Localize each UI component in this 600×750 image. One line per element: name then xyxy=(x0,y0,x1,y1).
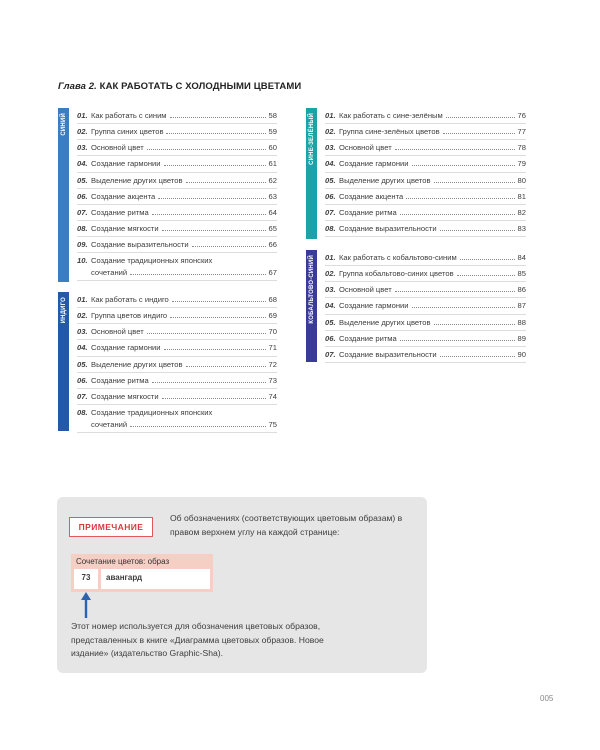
toc-entry-number: 01. xyxy=(77,295,88,304)
section-tab-label: ИНДИГО xyxy=(60,297,67,324)
toc-entry-title: Создание акцента xyxy=(91,191,156,201)
toc-entry xyxy=(77,308,277,324)
toc-entry-body xyxy=(339,298,526,313)
section-tab-blue xyxy=(58,108,69,282)
toc-entry-page: 79 xyxy=(517,159,526,169)
toc-entry-body xyxy=(91,340,277,355)
toc-entry-line xyxy=(339,250,526,265)
toc-entry-body xyxy=(339,108,526,123)
toc-entry-page: 81 xyxy=(517,191,526,201)
toc-entry-body xyxy=(339,189,526,204)
sample-row xyxy=(71,569,213,592)
toc-entry xyxy=(325,221,526,237)
dot-leader xyxy=(152,381,266,383)
toc-entry xyxy=(325,140,526,156)
chapter-heading xyxy=(58,81,301,92)
toc-entry-title: Выделение других цветов xyxy=(339,175,431,185)
dot-leader xyxy=(400,213,515,215)
toc-entry-title: Создание гармонии xyxy=(91,159,161,169)
toc-entry xyxy=(77,389,277,405)
toc-entry-body xyxy=(91,292,277,307)
toc-entry-page: 67 xyxy=(268,268,277,278)
toc-entry-line xyxy=(339,266,526,281)
toc-entry-body xyxy=(339,140,526,155)
toc-entry-title: Создание гармонии xyxy=(91,343,161,353)
toc-entry-title: Основной цвет xyxy=(91,327,144,337)
toc-entry-page: 71 xyxy=(268,343,277,353)
dot-leader xyxy=(440,355,515,357)
toc-entry xyxy=(77,405,277,433)
toc-entry-title: Как работать с синим xyxy=(91,111,167,120)
toc-entry-line xyxy=(339,315,526,330)
toc-entry-body xyxy=(91,308,277,323)
toc-entry xyxy=(77,373,277,389)
toc-entry-page: 64 xyxy=(268,207,277,217)
toc-entry-page: 78 xyxy=(517,143,526,153)
dot-leader xyxy=(186,365,266,367)
section-tab-indigo xyxy=(58,292,69,431)
toc-entry-page: 59 xyxy=(268,127,277,137)
toc-entry-number: 07. xyxy=(77,207,88,217)
note-text: Об обозначениях (соответствующих цветовым образам) в правом верхнем углу на каждой странице: xyxy=(170,513,403,537)
toc-entry-title: Основной цвет xyxy=(91,143,144,153)
toc-entry-line xyxy=(91,308,277,323)
toc-entry-page: 82 xyxy=(517,207,526,217)
toc-entry-number: 03. xyxy=(77,327,88,337)
toc-entry xyxy=(77,140,277,156)
toc-entry-number: 05. xyxy=(77,175,88,185)
toc-entry-number: 03. xyxy=(325,285,336,295)
toc-entry-line xyxy=(339,156,526,171)
toc-entry xyxy=(77,221,277,237)
dot-leader xyxy=(412,164,515,166)
toc-entry-number: 02. xyxy=(77,127,88,137)
toc-entry-body xyxy=(91,189,277,204)
toc-entry-number: 01. xyxy=(77,111,88,120)
toc-entry-number: 06. xyxy=(77,375,88,385)
dot-leader xyxy=(457,274,515,276)
toc-entry-number: 08. xyxy=(77,223,88,233)
toc-entry-line xyxy=(91,124,277,139)
toc-entry xyxy=(325,173,526,189)
dot-leader xyxy=(130,273,265,275)
toc-entry xyxy=(325,156,526,172)
toc-entry-title: Группа цветов индиго xyxy=(91,311,168,321)
toc-entry-page: 72 xyxy=(268,359,277,369)
toc-entry-body xyxy=(91,140,277,155)
dot-leader xyxy=(158,197,265,199)
toc-entry xyxy=(325,331,526,347)
toc-entry-title: Создание ритма xyxy=(91,375,149,385)
toc-entry-line xyxy=(91,292,277,307)
toc-entry-number: 04. xyxy=(325,159,336,169)
toc-entry xyxy=(325,266,526,282)
toc-entry xyxy=(325,347,526,363)
toc-entry-number: 10. xyxy=(77,256,88,266)
dot-leader xyxy=(395,148,515,150)
toc-entry-line xyxy=(91,173,277,188)
chapter-number: Глава 2. xyxy=(58,81,97,92)
toc-entry-page: 60 xyxy=(268,143,277,153)
toc-entry xyxy=(77,292,277,308)
toc-entry-line xyxy=(339,140,526,155)
toc-entry-number: 07. xyxy=(77,391,88,401)
toc-entry-line xyxy=(91,419,277,431)
toc-entry-number: 02. xyxy=(77,311,88,321)
toc-entry-title: Создание акцента xyxy=(339,191,404,201)
toc-entry-number: 08. xyxy=(325,223,336,233)
toc-entry xyxy=(77,189,277,205)
note-box xyxy=(57,497,427,673)
toc-entry xyxy=(77,173,277,189)
toc-entry-number: 09. xyxy=(77,240,88,250)
dot-leader xyxy=(152,213,266,215)
toc-entry xyxy=(77,324,277,340)
dot-leader xyxy=(412,306,515,308)
toc-entry-title: Группа кобальтово-синих цветов xyxy=(339,269,454,279)
toc-entry-number: 08. xyxy=(77,407,88,417)
toc-entry-page: 62 xyxy=(268,175,277,185)
dot-leader xyxy=(162,397,266,399)
toc-entry-page: 74 xyxy=(268,391,277,401)
toc-entry-line xyxy=(339,282,526,297)
toc-entry xyxy=(77,124,277,140)
toc-entry-body xyxy=(339,347,526,362)
toc-entry-body xyxy=(91,237,277,252)
toc-entry-line xyxy=(91,324,277,339)
toc-entry-body xyxy=(339,124,526,139)
toc-entry-page: 80 xyxy=(517,175,526,185)
toc-entry-line xyxy=(91,156,277,171)
toc-entry-number: 06. xyxy=(325,333,336,343)
toc-entry-line xyxy=(91,221,277,236)
color-image-sample xyxy=(71,554,213,592)
toc-entry-line xyxy=(91,108,277,123)
toc-entry xyxy=(325,250,526,266)
toc-entry-body xyxy=(339,315,526,330)
toc-entry-title: Создание выразительности xyxy=(339,349,437,359)
toc-entry-line xyxy=(91,140,277,155)
section-tab-cobalt xyxy=(306,250,317,362)
toc-entry-number: 02. xyxy=(325,127,336,137)
toc-entry-page: 63 xyxy=(268,191,277,201)
toc-entry xyxy=(325,282,526,298)
toc-entry-number: 04. xyxy=(325,301,336,311)
toc-entry-line xyxy=(339,124,526,139)
toc-entry-title: Создание мягкости xyxy=(91,223,159,233)
toc-entry-body xyxy=(91,389,277,404)
toc-entry-body xyxy=(91,324,277,339)
toc-entry-line xyxy=(91,373,277,388)
toc-list-cobalt xyxy=(325,250,526,363)
toc-entry-title: Группа сине-зелёных цветов xyxy=(339,127,440,137)
dot-leader xyxy=(170,116,266,118)
toc-entry-title: Создание гармонии xyxy=(339,159,409,169)
toc-entry-page: 90 xyxy=(517,349,526,359)
dot-leader xyxy=(400,339,515,341)
toc-entry-title: Создание ритма xyxy=(339,333,397,343)
dot-leader xyxy=(164,164,266,166)
toc-entry-line xyxy=(339,108,526,123)
toc-entry-body xyxy=(91,108,277,123)
toc-entry xyxy=(77,253,277,281)
page-number: 005 xyxy=(540,694,554,703)
toc-entry-line xyxy=(339,205,526,220)
toc-entry-title: Выделение других цветов xyxy=(91,359,183,369)
toc-entry-body xyxy=(91,253,277,280)
dot-leader xyxy=(434,181,515,183)
toc-entry-title: Создание мягкости xyxy=(91,391,159,401)
toc-entry-title: Основной цвет xyxy=(339,143,392,153)
toc-list-teal xyxy=(325,108,526,237)
toc-entry-body xyxy=(91,357,277,372)
dot-leader xyxy=(166,132,265,134)
dot-leader xyxy=(147,332,266,334)
sample-name: авангард xyxy=(101,569,210,589)
dot-leader xyxy=(434,323,515,325)
toc-entry-line xyxy=(339,331,526,346)
dot-leader xyxy=(172,300,266,302)
toc-entry-number: 07. xyxy=(325,207,336,217)
toc-entry-body xyxy=(339,205,526,220)
toc-entry-title: Основной цвет xyxy=(339,285,392,295)
toc-entry-body xyxy=(339,266,526,281)
toc-entry-title: Создание ритма xyxy=(339,207,397,217)
toc-entry xyxy=(77,205,277,221)
dot-leader xyxy=(170,316,265,318)
toc-list-indigo xyxy=(77,292,277,433)
toc-entry-number: 04. xyxy=(77,343,88,353)
toc-entry-line xyxy=(91,205,277,220)
toc-entry xyxy=(325,189,526,205)
dot-leader xyxy=(164,348,266,350)
toc-entry-number: 05. xyxy=(325,175,336,185)
sample-header: Сочетание цветов: образ xyxy=(71,554,213,569)
toc-entry-body xyxy=(339,250,526,265)
section-tab-label: КОБАЛЬТОВО-СИНИЙ xyxy=(308,255,315,324)
note-footer: Этот номер используется для обозначения цветовых образов, представленных в книге «Диаграмма цветовых образов. Новое издание» (издательство Graphic-Sha). xyxy=(71,621,324,658)
toc-entry-page: 61 xyxy=(268,159,277,169)
toc-entry xyxy=(325,315,526,331)
toc-entry-body xyxy=(91,124,277,139)
toc-entry-page: 84 xyxy=(517,253,526,262)
dot-leader xyxy=(192,245,266,247)
toc-entry-page: 86 xyxy=(517,285,526,295)
dot-leader xyxy=(395,290,515,292)
toc-entry-page: 83 xyxy=(517,223,526,233)
dot-leader xyxy=(147,148,266,150)
dot-leader xyxy=(440,229,515,231)
toc-entry-title: Создание традиционных японских xyxy=(91,407,213,417)
toc-entry-title: Как работать с кобальтово-синим xyxy=(339,253,457,262)
toc-entry-body xyxy=(339,156,526,171)
toc-entry-title: Группа синих цветов xyxy=(91,127,164,137)
toc-entry-line xyxy=(339,298,526,313)
toc-entry-page: 76 xyxy=(517,111,526,120)
section-tab-teal xyxy=(306,108,317,239)
toc-entry xyxy=(77,340,277,356)
dot-leader xyxy=(186,181,266,183)
section-tab-label: СИНИЙ xyxy=(60,113,67,136)
toc-entry xyxy=(77,357,277,373)
toc-entry-page: 69 xyxy=(268,311,277,321)
toc-entry-title: Выделение других цветов xyxy=(339,317,431,327)
toc-entry-page: 68 xyxy=(268,295,277,304)
toc-entry-body xyxy=(91,221,277,236)
toc-entry-line xyxy=(91,267,277,279)
dot-leader xyxy=(406,197,514,199)
toc-entry-page: 87 xyxy=(517,301,526,311)
toc-entry-page: 88 xyxy=(517,317,526,327)
toc-entry-page: 58 xyxy=(268,111,277,120)
toc-entry-number: 06. xyxy=(77,191,88,201)
toc-entry-body xyxy=(339,331,526,346)
toc-entry-line xyxy=(339,347,526,362)
toc-entry xyxy=(325,298,526,314)
toc-entry-title: Создание выразительности xyxy=(339,223,437,233)
toc-entry-title: Создание гармонии xyxy=(339,301,409,311)
toc-entry-title: Как работать с сине-зелёным xyxy=(339,111,443,120)
toc-entry-title: Создание ритма xyxy=(91,207,149,217)
toc-entry xyxy=(325,205,526,221)
toc-list-blue xyxy=(77,108,277,281)
toc-entry-number: 05. xyxy=(325,317,336,327)
note-badge: ПРИМЕЧАНИЕ xyxy=(69,517,153,537)
toc-entry xyxy=(77,237,277,253)
toc-entry-body xyxy=(339,221,526,236)
dot-leader xyxy=(162,229,266,231)
toc-entry xyxy=(325,124,526,140)
chapter-title: КАК РАБОТАТЬ С ХОЛОДНЫМИ ЦВЕТАМИ xyxy=(99,81,302,92)
toc-entry-line xyxy=(339,189,526,204)
toc-entry-title: сочетаний xyxy=(91,268,128,278)
toc-entry-body xyxy=(339,173,526,188)
dot-leader xyxy=(446,116,515,118)
toc-entry-number: 01. xyxy=(325,111,336,120)
toc-entry-page: 65 xyxy=(268,223,277,233)
toc-entry-line xyxy=(91,340,277,355)
toc-entry-title: Создание выразительности xyxy=(91,240,189,250)
section-tab-label: СИНЕ-ЗЕЛЁНЫЙ xyxy=(308,113,315,165)
toc-entry-line xyxy=(339,221,526,236)
toc-entry-title: Выделение других цветов xyxy=(91,175,183,185)
arrow-up-icon xyxy=(81,592,91,618)
toc-entry-number: 06. xyxy=(325,191,336,201)
toc-entry-page: 73 xyxy=(268,375,277,385)
toc-entry-page: 70 xyxy=(268,327,277,337)
toc-entry-line xyxy=(91,389,277,404)
toc-entry-number: 02. xyxy=(325,269,336,279)
toc-entry-body xyxy=(91,205,277,220)
toc-entry-body xyxy=(91,173,277,188)
toc-entry-number: 03. xyxy=(325,143,336,153)
toc-entry-page: 66 xyxy=(268,240,277,250)
toc-entry-number: 07. xyxy=(325,349,336,359)
toc-entry-body xyxy=(91,373,277,388)
toc-entry-page: 75 xyxy=(268,419,277,429)
toc-entry-line xyxy=(91,189,277,204)
dot-leader xyxy=(460,258,515,260)
toc-entry-number: 04. xyxy=(77,159,88,169)
toc-entry-number: 01. xyxy=(325,253,336,262)
toc-entry-title: Создание традиционных японских xyxy=(91,256,213,266)
sample-number: 73 xyxy=(74,569,98,589)
toc-entry-line xyxy=(91,237,277,252)
toc-entry-body xyxy=(91,156,277,171)
toc-entry-page: 89 xyxy=(517,333,526,343)
toc-entry xyxy=(325,108,526,124)
toc-entry-line xyxy=(339,173,526,188)
toc-entry-number: 05. xyxy=(77,359,88,369)
dot-leader xyxy=(443,132,515,134)
toc-entry-page: 85 xyxy=(517,269,526,279)
toc-entry xyxy=(77,156,277,172)
toc-entry-title: Как работать с индиго xyxy=(91,295,169,304)
toc-entry-body xyxy=(91,405,277,432)
toc-entry-number: 03. xyxy=(77,143,88,153)
toc-entry-title: сочетаний xyxy=(91,419,128,429)
toc-entry xyxy=(77,108,277,124)
toc-entry-page: 77 xyxy=(517,127,526,137)
toc-entry-body xyxy=(339,282,526,297)
toc-entry-line xyxy=(91,357,277,372)
dot-leader xyxy=(130,425,265,427)
